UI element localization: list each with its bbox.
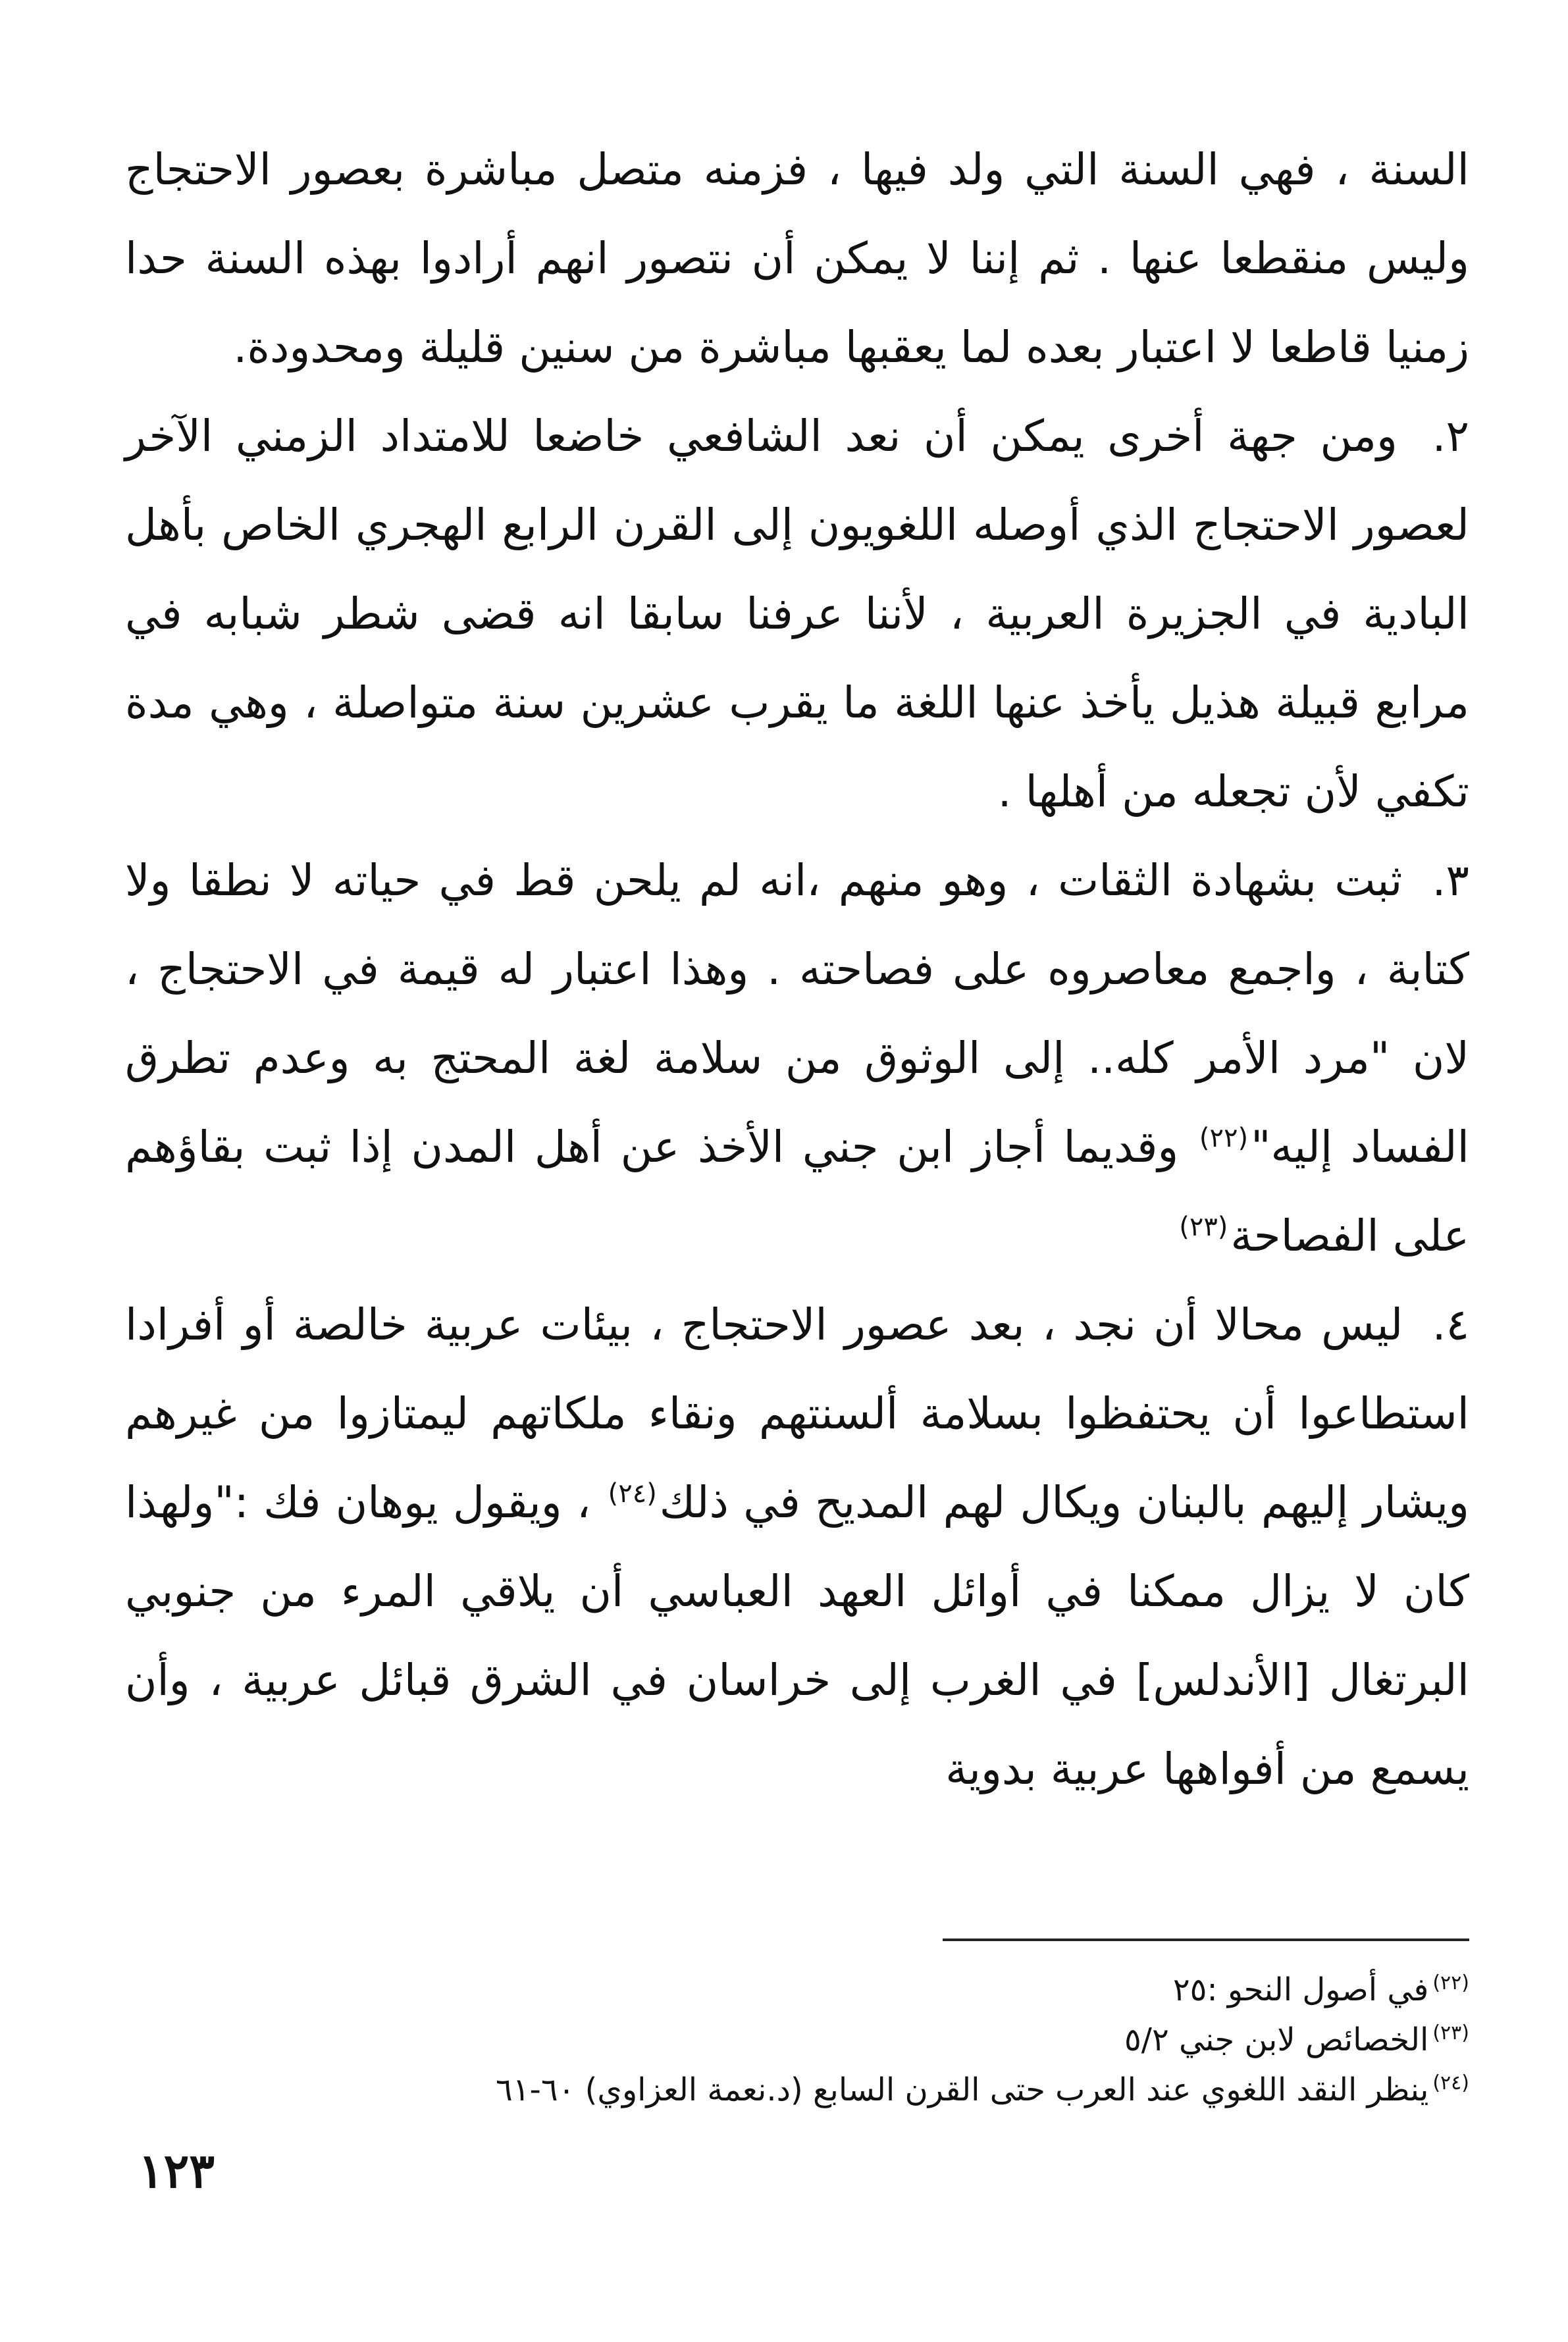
main-text (125, 125, 1469, 1813)
paragraph-continuation (125, 125, 1469, 392)
footnote-item (125, 2015, 1469, 2065)
paragraph-4 (125, 1280, 1469, 1813)
paragraph-text: ومن جهة أخرى يمكن أن نعد الشافعي خاضعا للامتداد الزمني الآخر لعصور الاحتجاج الذي أوصله اللغويون إلى القرن الرابع الهجري الخاص بأهل البادية في الجزيرة العربية ، لأننا عرفنا سابقا انه قضى شطر شبابه في مرابع قبيلة هذيل يأخذ عنها اللغة ما يقرب عشرين سنة متواصلة ، وهي مدة تكفي لأن تجعله من أهلها . (125, 411, 1469, 817)
paragraph-number: ٢. (1432, 411, 1469, 461)
paragraph-number: ٣. (1432, 855, 1469, 906)
paragraph-number: ٤. (1432, 1299, 1470, 1350)
footnote-item (125, 1965, 1469, 2015)
footnote-mark: (٢٣) (1432, 2021, 1469, 2044)
footnote-mark: (٢٢) (1432, 1971, 1469, 1994)
footnote-reference: (٢٤) (608, 1478, 657, 1509)
paragraph-text: ، ويقول يوهان فك :"ولهذا كان لا يزال ممكنا في أوائل العهد العباسي أن يلاقي المرء من جنوبي البرتغال [الأندلس] في الغرب إلى خراسان في الشرق قبائل عربية ، وأن يسمع من أفواهها عربية بدوية (125, 1477, 1469, 1794)
paragraph-text: ثبت بشهادة الثقات ، وهو منهم ،انه لم يلحن قط في حياته لا نطقا ولا كتابة ، واجمع معاصروه على فصاحته . وهذا اعتبار له قيمة في الاحتجاج ، لان "مرد الأمر كله.. إلى الوثوق من سلامة لغة المحتج به وعدم تطرق الفساد إليه" (125, 855, 1470, 1172)
page-number: ١٢٣ (138, 2143, 215, 2199)
footnote-text: ينظر النقد اللغوي عند العرب حتى القرن السابع (د.نعمة العزاوي) ٦٠-٦١ (495, 2071, 1429, 2108)
footnote-text: في أصول النحو :٢٥ (1172, 1971, 1429, 2008)
paragraph-text: وقديما أجاز ابن جني الأخذ عن أهل المدن إذا ثبت بقاؤهم على الفصاحة (125, 1122, 1469, 1261)
footnote-item (125, 2065, 1469, 2115)
footnote-mark: (٢٤) (1432, 2071, 1469, 2095)
footnote-divider (943, 1939, 1469, 1941)
footnote-reference: (٢٣) (1179, 1212, 1228, 1242)
paragraph-3 (125, 836, 1469, 1280)
footnotes (125, 1965, 1469, 2115)
footnote-reference: (٢٢) (1199, 1123, 1249, 1153)
paragraph-2 (125, 392, 1469, 836)
paragraph-text: السنة ، فهي السنة التي ولد فيها ، فزمنه متصل مباشرة بعصور الاحتجاج وليس منقطعا عنها . ثم إننا لا يمكن أن نتصور انهم أرادوا بهذه السنة حدا زمنيا قاطعا لا اعتبار بعده لما يعقبها مباشرة من سنين قليلة ومحدودة. (125, 144, 1469, 373)
footnote-text: الخصائص لابن جني ٥/٢ (1124, 2021, 1429, 2058)
paragraph-text: ليس محالا أن نجد ، بعد عصور الاحتجاج ، بيئات عربية خالصة أو أفرادا استطاعوا أن يحتفظوا بسلامة ألسنتهم ونقاء ملكاتهم ليمتازوا من غيرهم ويشار إليهم بالبنان ويكال لهم المديح في ذلك (125, 1299, 1469, 1528)
